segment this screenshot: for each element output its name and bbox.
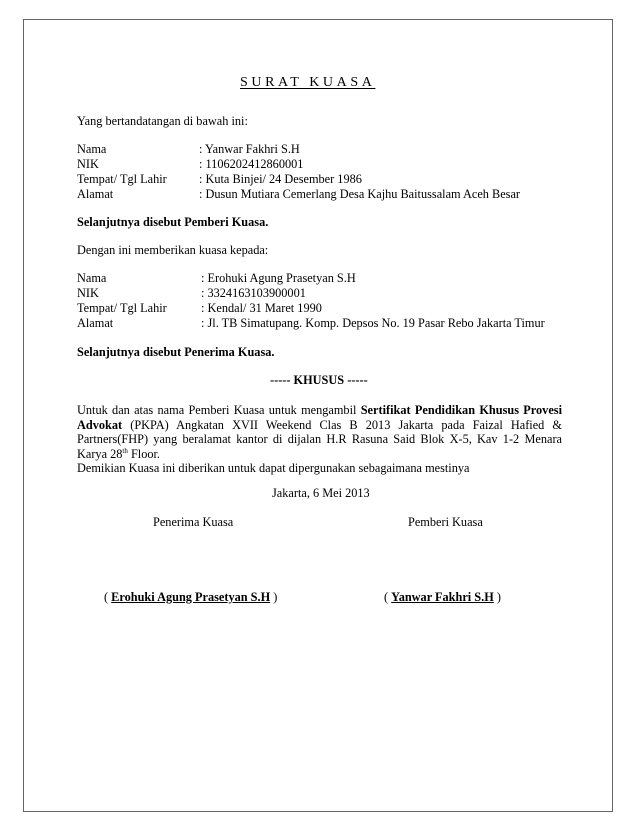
- right-signature-name: Yanwar Fakhri S.H: [391, 590, 494, 604]
- body-paragraph: [77, 403, 562, 476]
- intro-line: Yang bertandatangan di bawah ini:: [77, 114, 248, 128]
- grantee-label-birth: Tempat/ Tgl Lahir: [77, 301, 167, 315]
- left-signature-name: Erohuki Agung Prasetyan S.H: [111, 590, 271, 604]
- open-paren: (: [104, 590, 112, 604]
- body-superscript: th: [122, 446, 128, 455]
- right-signature-line: [384, 590, 501, 605]
- transfer-line: Dengan ini memberikan kuasa kepada:: [77, 243, 269, 257]
- body-text-bold: Sertifikat Pendidikan Khusus Provesi Advokat: [77, 403, 562, 432]
- grantor-value-address: : Dusun Mutiara Cemerlang Desa Kajhu Baitussalam Aceh Besar: [199, 187, 521, 201]
- grantor-value-nik: : 1106202412860001: [199, 157, 304, 171]
- body-text-c: Floor.: [127, 446, 160, 461]
- left-signature-label: Penerima Kuasa: [153, 515, 234, 529]
- grantee-value-birth: : Kendal/ 31 Maret 1990: [201, 301, 322, 315]
- grantee-value-address: : Jl. TB Simatupang. Komp. Depsos No. 19 Pasar Rebo Jakarta Timur: [201, 316, 545, 330]
- grantor-label-nik: NIK: [77, 157, 99, 171]
- grantee-value-nik: : 3324163103900001: [201, 286, 306, 300]
- body-text-a: Untuk dan atas nama Pemberi Kuasa untuk mengambil: [77, 403, 361, 417]
- open-paren: (: [384, 590, 392, 604]
- grantor-designation: Selanjutnya disebut Pemberi Kuasa.: [77, 215, 269, 229]
- grantor-label-name: Nama: [77, 142, 107, 156]
- right-signature-label: Pemberi Kuasa: [408, 515, 483, 529]
- grantee-label-nik: NIK: [77, 286, 99, 300]
- place-date: Jakarta, 6 Mei 2013: [272, 486, 370, 500]
- document-title: SURAT KUASA: [240, 75, 376, 90]
- grantee-designation: Selanjutnya disebut Penerima Kuasa.: [77, 345, 275, 359]
- grantee-label-name: Nama: [77, 271, 107, 285]
- close-paren: ): [270, 590, 278, 604]
- body-closing: Demikian Kuasa ini diberikan untuk dapat dipergunakan sebagaimana mestinya: [77, 461, 470, 476]
- left-signature-line: [104, 590, 277, 605]
- grantor-value-birth: : Kuta Binjei/ 24 Desember 1986: [199, 172, 362, 186]
- special-heading: ----- KHUSUS -----: [270, 373, 368, 387]
- body-text-b: (PKPA) Angkatan XVII Weekend Clas B 2013 Jakarta pada Faizal Hafied & Partners(FHP) yang beralamat kantor di dijalan H.R Rasuna Said Blok X-5, Kav 1-2 Menara Karya 28: [77, 417, 562, 461]
- grantor-label-address: Alamat: [77, 187, 114, 201]
- close-paren: ): [493, 590, 501, 604]
- grantor-value-name: : Yanwar Fakhri S.H: [199, 142, 300, 156]
- grantor-label-birth: Tempat/ Tgl Lahir: [77, 172, 167, 186]
- grantee-label-address: Alamat: [77, 316, 114, 330]
- grantee-value-name: : Erohuki Agung Prasetyan S.H: [201, 271, 356, 285]
